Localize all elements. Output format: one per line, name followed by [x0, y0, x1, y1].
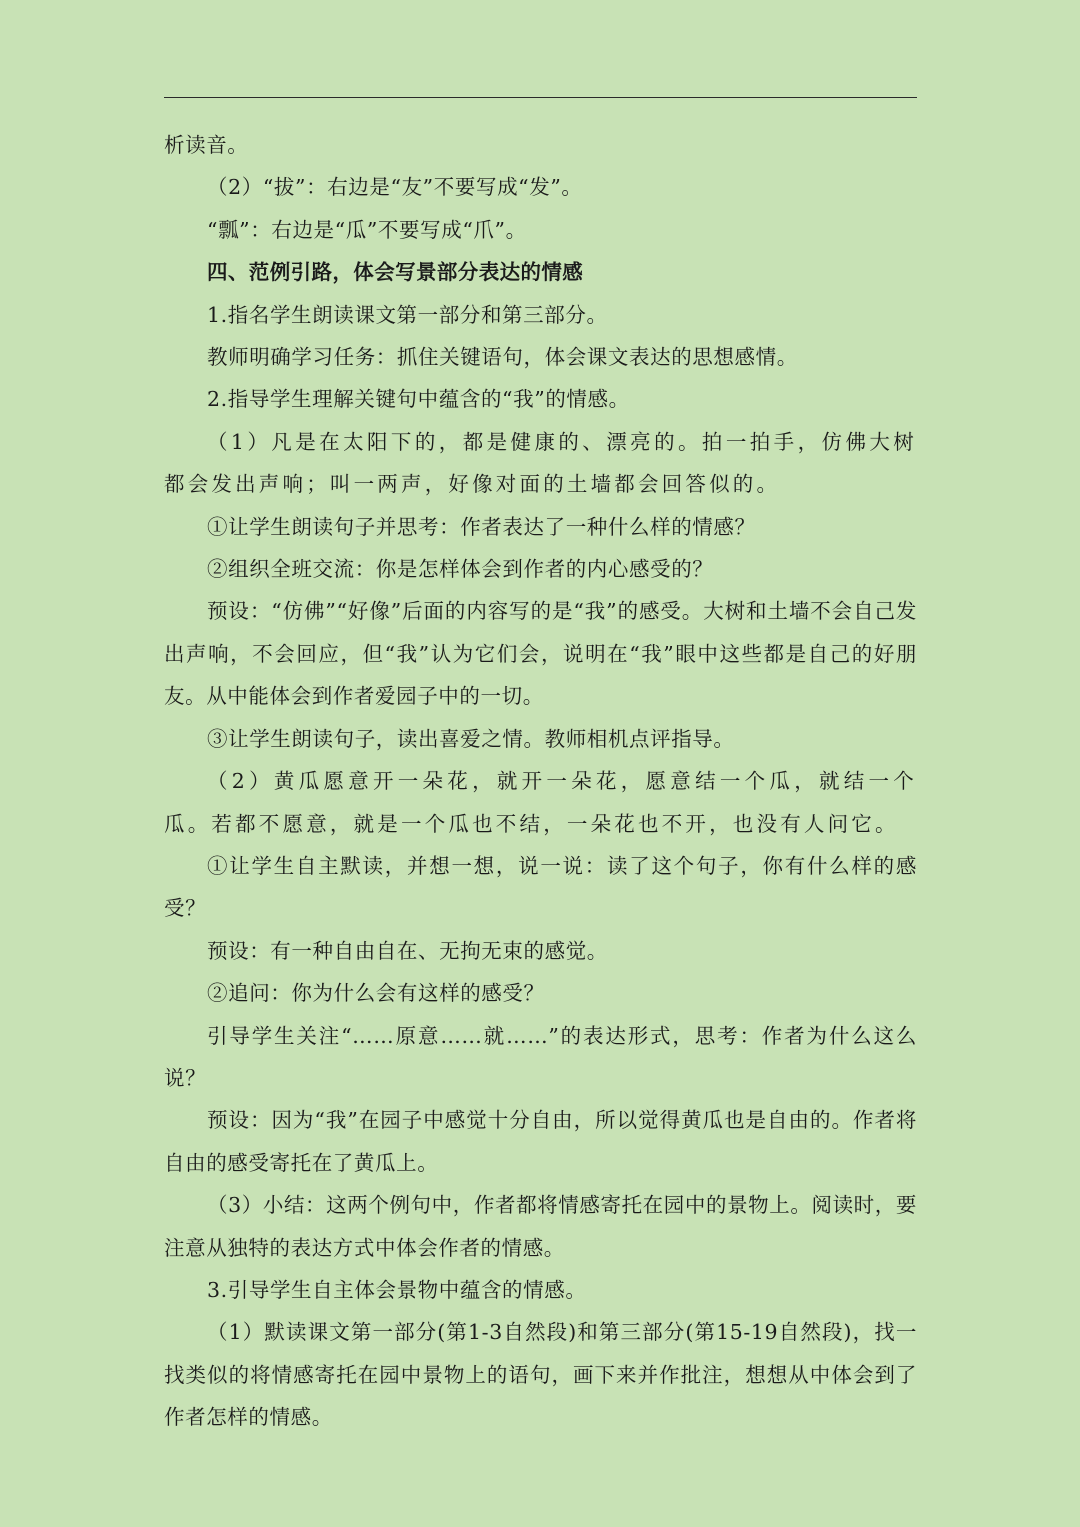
document-body: [164, 124, 917, 1439]
paragraph-item-4: ①让学生自主默读，并想一想，说一说：读了这个句子，你有什么样的感受？: [164, 853, 917, 921]
paragraph-activity: （1）默读课文第一部分(第1-3自然段)和第三部分(第15-19自然段)，找一找类似的将情感寄托在园中景物上的语句，画下来并作批注，想想从中体会到了作者怎样的情感。: [164, 1320, 917, 1430]
paragraph-step-1: 1.指名学生朗读课文第一部分和第三部分。: [207, 302, 608, 327]
paragraph-summary: （3）小结：这两个例句中，作者都将情感寄托在园中的景物上。阅读时，要注意从独特的表达方式中体会作者的情感。: [164, 1193, 917, 1260]
quote-sentence-2: （2）黄瓜愿意开一朵花，就开一朵花，愿意结一个瓜，就结一个瓜。若都不愿意，就是一个瓜也不结，一朵花也不开，也没有人问它。: [164, 769, 917, 836]
paragraph-preset-2: 预设：有一种自由自在、无拘无束的感觉。: [207, 938, 608, 963]
paragraph-ba-char: （2）“拔”：右边是“友”不要写成“发”。: [207, 175, 583, 200]
document-page: [164, 0, 917, 1527]
paragraph-continuation: 析读音。: [164, 133, 249, 157]
paragraph-step-2: 2.指导学生理解关键句中蕴含的“我”的情感。: [207, 387, 630, 412]
paragraph-piao-char: “瓢”：右边是“瓜”不要写成“爪”。: [207, 217, 527, 242]
paragraph-preset-3: 预设：因为“我”在园子中感觉十分自由，所以觉得黄瓜也是自由的。作者将自由的感受寄托在了黄瓜上。: [164, 1108, 917, 1175]
paragraph-preset-1: 预设：“仿佛”“好像”后面的内容写的是“我”的感受。大树和土墙不会自己发出声响，不会回应，但“我”认为它们会，说明在“我”眼中这些都是自己的好朋友。从中能体会到作者爱园子中的一切。: [164, 599, 917, 709]
section-heading: 四、范例引路，体会写景部分表达的情感: [207, 260, 584, 285]
quote-sentence-1: （1）凡是在太阳下的，都是健康的、漂亮的。拍一拍手，仿佛大树都会发出声响；叫一两声，好像对面的土墙都会回答似的。: [164, 429, 917, 497]
paragraph-guide: 引导学生关注“……原意……就……”的表达形式，思考：作者为什么这么说？: [164, 1023, 917, 1090]
paragraph-item-1: ①让学生朗读句子并思考：作者表达了一种什么样的情感？: [207, 514, 756, 539]
paragraph-item-3: ③让学生朗读句子，读出喜爱之情。教师相机点评指导。: [207, 726, 735, 751]
paragraph-step-3: 3.引导学生自主体会景物中蕴含的情感。: [207, 1277, 587, 1302]
header-rule: [164, 97, 917, 98]
paragraph-item-5: ②追问：你为什么会有这样的感受？: [207, 981, 545, 1006]
paragraph-item-2: ②组织全班交流：你是怎样体会到作者的内心感受的？: [207, 557, 714, 582]
paragraph-task: 教师明确学习任务：抓住关键语句，体会课文表达的思想感情。: [207, 345, 798, 370]
